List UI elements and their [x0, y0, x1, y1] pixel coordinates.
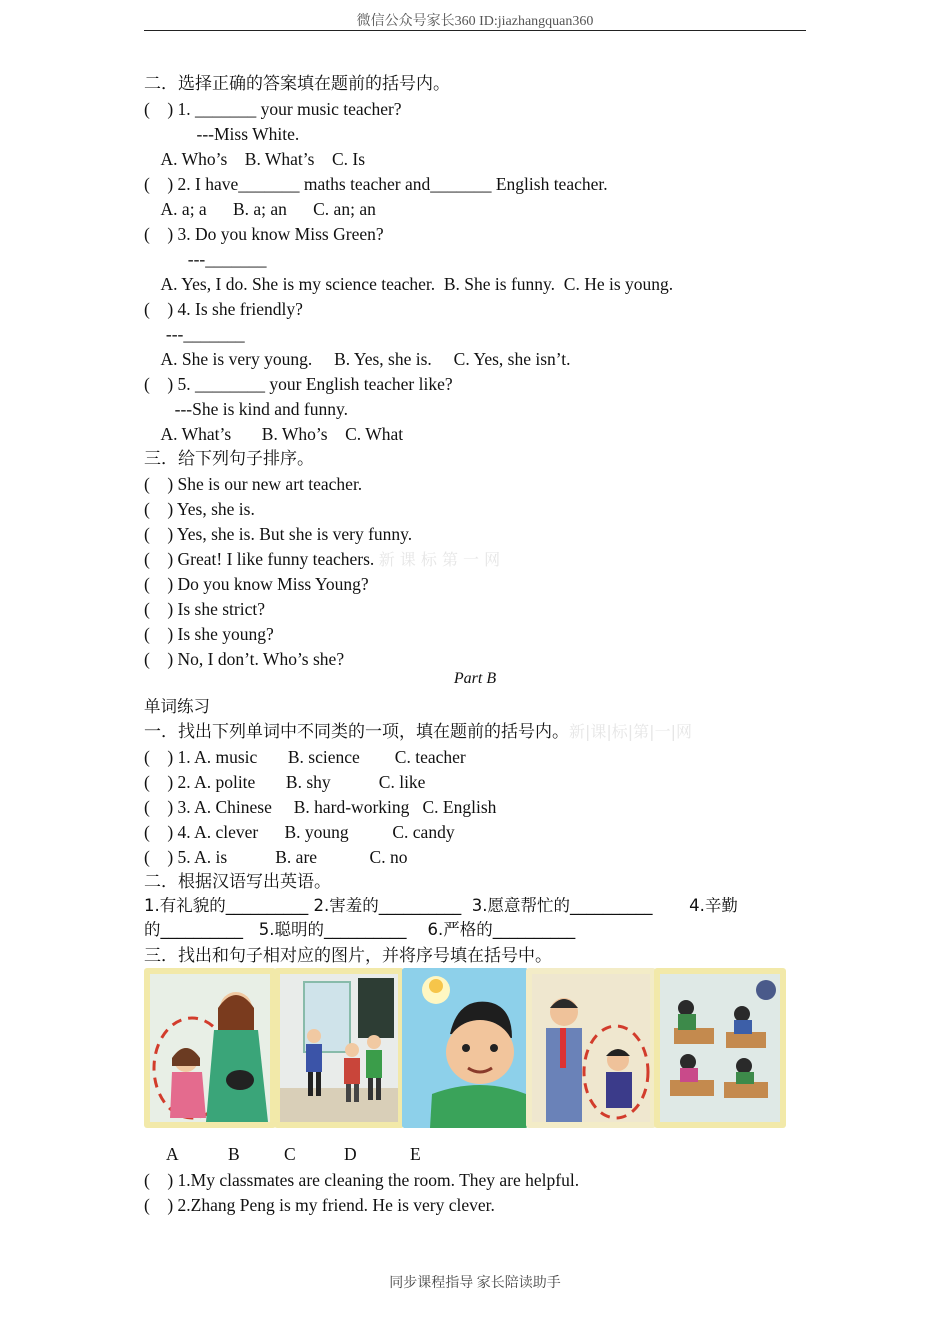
question-4-answer: ---_______ [144, 324, 245, 344]
b1-item: ( ) 5. A. is B. are C. no [144, 847, 408, 867]
question-1-answer: ---Miss White. [144, 124, 300, 144]
order-item-text: ( ) Great! I like funny teachers. [144, 549, 375, 569]
question-3-answer: ---_______ [144, 249, 267, 269]
sentence-1: ( ) 1.My classmates are cleaning the room. They are helpful. [144, 1170, 580, 1190]
order-item: ( ) Do you know Miss Young? [144, 574, 369, 594]
picture-e [654, 968, 786, 1128]
question-5: ( ) 5. ________ your English teacher like? [144, 374, 453, 394]
b2-line-2: 的__________ 5.聪明的__________ 6.严格的__________ [144, 920, 576, 939]
part-b-heading: Part B [453, 670, 497, 687]
b1-item: ( ) 2. A. polite B. shy C. like [144, 772, 426, 792]
question-2-options: A. a; a B. a; an C. an; an [144, 199, 376, 219]
picture-a [144, 968, 276, 1128]
b1-item: ( ) 4. A. clever B. young C. candy [144, 822, 455, 842]
section3-title: 三．给下列句子排序。 [144, 449, 314, 469]
order-item: ( ) Is she young? [144, 624, 274, 644]
order-item: ( ) She is our new art teacher. [144, 474, 363, 494]
question-4: ( ) 4. Is she friendly? [144, 299, 303, 319]
b2-title: 二．根据汉语写出英语。 [144, 872, 331, 892]
question-4-options: A. She is very young. B. Yes, she is. C. Yes, she isn’t. [144, 349, 571, 369]
b1-item: ( ) 3. A. Chinese B. hard-working C. English [144, 797, 497, 817]
question-2: ( ) 2. I have_______ maths teacher and_______ English teacher. [144, 174, 608, 194]
question-5-answer: ---She is kind and funny. [144, 399, 348, 419]
picture-label-c: C [284, 1144, 296, 1164]
order-item: ( ) Yes, she is. [144, 499, 255, 519]
b1-title [144, 720, 692, 744]
order-item: ( ) No, I don’t. Who’s she? [144, 649, 345, 669]
question-3: ( ) 3. Do you know Miss Green? [144, 224, 384, 244]
section2-title: 二．选择正确的答案填在题前的括号内。 [144, 74, 450, 94]
question-5-options: A. What’s B. Who’s C. What [144, 424, 404, 444]
watermark: 新|课|标|第|一|网 [569, 722, 692, 741]
b1-item: ( ) 1. A. music B. science C. teacher [144, 747, 466, 767]
sentence-2: ( ) 2.Zhang Peng is my friend. He is very clever. [144, 1195, 495, 1215]
order-item: ( ) Yes, she is. But she is very funny. [144, 524, 413, 544]
picture-d [526, 968, 656, 1128]
question-1: ( ) 1. _______ your music teacher? [144, 99, 402, 119]
picture-strip [144, 968, 786, 1128]
b2-line-1: 1.有礼貌的__________ 2.害羞的__________ 3.愿意帮忙的__________ 4.辛勤 [144, 896, 738, 915]
b1-title-text: 一．找出下列单词中不同类的一项，填在题前的括号内。 [144, 722, 569, 742]
b3-title: 三．找出和句子相对应的图片，并将序号填在括号中。 [144, 946, 552, 966]
watermark: 新 课 标 第 一 网 [378, 550, 501, 569]
picture-label-e: E [410, 1144, 421, 1164]
question-3-options: A. Yes, I do. She is my science teacher. B. She is funny. C. He is young. [144, 274, 674, 294]
picture-label-b: B [228, 1144, 240, 1164]
page-footer: 同步课程指导 家长陪读助手 [389, 1276, 561, 1291]
picture-label-d: D [344, 1144, 357, 1164]
picture-b [274, 968, 404, 1128]
picture-c [402, 968, 528, 1128]
page-header: 微信公众号家长360 ID:jiazhangquan360 [144, 10, 806, 31]
question-1-options: A. Who’s B. What’s C. Is [144, 149, 366, 169]
order-item [144, 547, 500, 572]
order-item: ( ) Is she strict? [144, 599, 266, 619]
picture-label-a: A [166, 1144, 179, 1164]
vocab-title: 单词练习 [144, 697, 210, 716]
